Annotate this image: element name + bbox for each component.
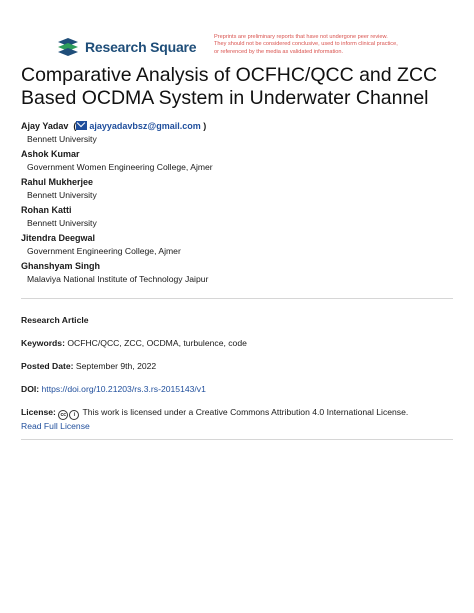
doi-label: DOI:: [21, 384, 40, 394]
author-entry: [21, 176, 461, 202]
author-list: [21, 120, 461, 288]
divider: [21, 439, 453, 440]
posted-date: [21, 360, 461, 373]
author-name: Rohan Katti: [21, 205, 72, 215]
posted-value: September 9th, 2022: [75, 361, 157, 371]
notice-line: They should not be considered conclusive, used to inform clinical practice,: [214, 41, 398, 48]
preprint-notice: [214, 34, 444, 56]
keywords-label: Keywords:: [21, 338, 65, 348]
notice-line: Preprints are preliminary reports that have not undergone peer review.: [214, 34, 388, 40]
author-affiliation: Government Engineering College, Ajmer: [27, 246, 181, 256]
author-affiliation: Bennett University: [27, 190, 97, 200]
author-entry: [21, 232, 461, 258]
author-name: Rahul Mukherjee: [21, 177, 94, 187]
envelope-icon: [76, 121, 87, 130]
author-entry: [21, 260, 461, 286]
license-text: This work is licensed under a Creative Commons Attribution 4.0 International License.: [82, 407, 409, 417]
license-label: License:: [21, 407, 56, 417]
author-entry: Ajay Yadav ( ajayyadavbsz@gmail.com ) Bennett University: [21, 120, 461, 146]
author-entry: [21, 148, 461, 174]
header: [56, 34, 434, 64]
research-square-logo-icon: [56, 37, 80, 57]
author-name: Ajay Yadav: [21, 121, 69, 131]
doi-link[interactable]: https://doi.org/10.21203/rs.3.rs-2015143/v1: [41, 384, 206, 394]
author-email: ajayyadavbsz@gmail.com: [89, 121, 201, 131]
posted-label: Posted Date:: [21, 361, 74, 371]
read-full-license-link[interactable]: Read Full License: [21, 421, 90, 431]
author-name: Ghanshyam Singh: [21, 261, 101, 271]
author-name: Jitendra Deegwal: [21, 233, 96, 243]
article-type: Research Article: [21, 315, 89, 325]
author-name: Ashok Kumar: [21, 149, 80, 159]
title-line: Based OCDMA System in Underwater Channel: [21, 86, 429, 109]
author-affiliation: Bennett University: [27, 134, 97, 144]
author-affiliation: Bennett University: [27, 218, 97, 228]
author-email-link[interactable]: [76, 121, 200, 131]
research-square-logo[interactable]: [56, 37, 196, 57]
author-affiliation: Malaviya National Institute of Technology Jaipur: [27, 274, 209, 284]
logo-text: Research Square: [85, 39, 197, 55]
keywords-value: OCFHC/QCC, ZCC, OCDMA, turbulence, code: [67, 338, 247, 348]
divider: [21, 298, 453, 299]
paper-title: [21, 64, 461, 109]
attribution-icon: i: [69, 410, 79, 420]
creative-commons-icon: cc: [58, 410, 68, 420]
notice-line: or referenced by the media as validated information.: [214, 48, 344, 55]
author-affiliation: Government Women Engineering College, Ajmer: [27, 162, 213, 172]
license: [21, 406, 461, 433]
title-line: Comparative Analysis of OCFHC/QCC and ZCC: [21, 64, 438, 86]
doi: [21, 383, 461, 396]
keywords: [21, 337, 461, 350]
author-entry: [21, 204, 461, 230]
